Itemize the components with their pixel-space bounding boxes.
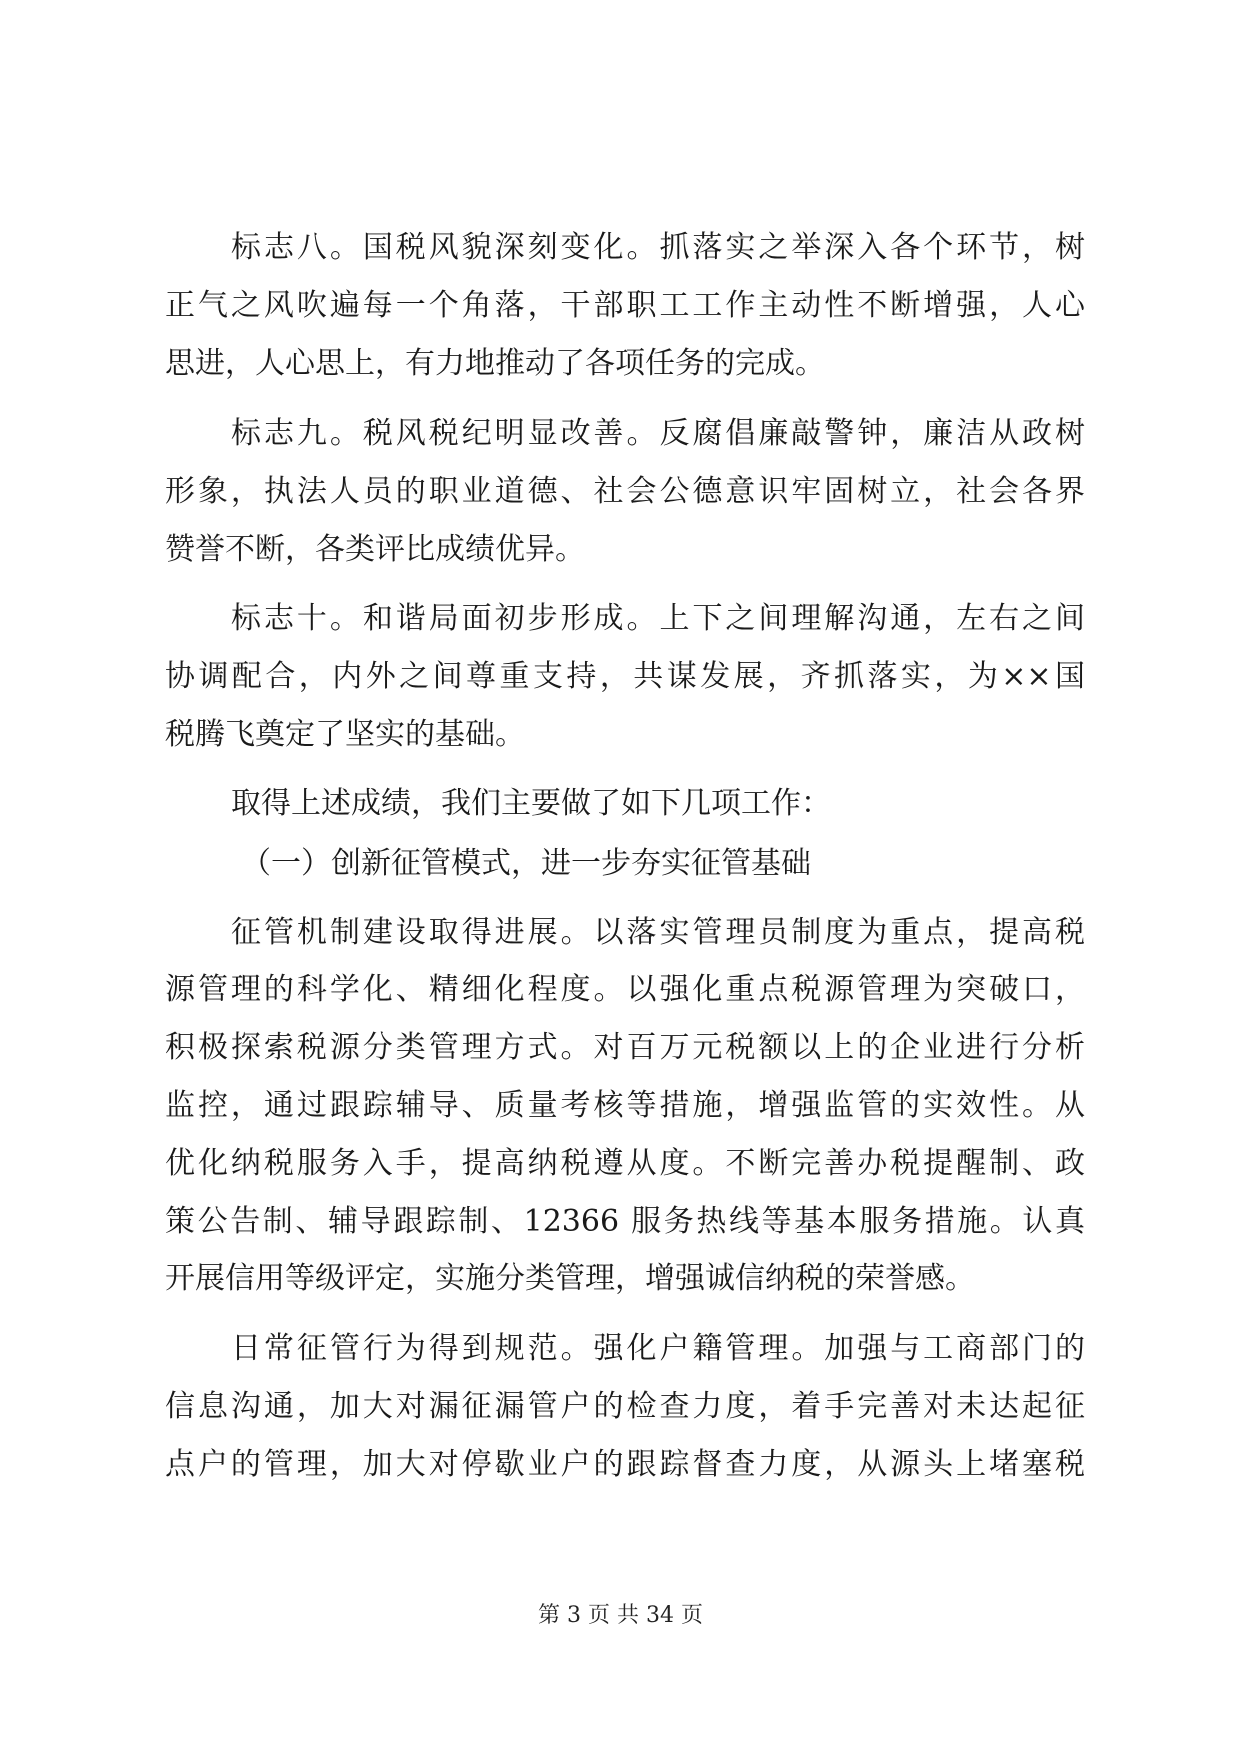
paragraph-line: 策公告制、辅导跟踪制、12366 服务热线等基本服务措施。认真 (165, 1204, 1085, 1239)
paragraph-line: 标志九。税风税纪明显改善。反腐倡廉敲警钟，廉洁从政树 (231, 416, 1085, 451)
paragraph-line: 监控，通过跟踪辅导、质量考核等措施，增强监管的实效性。从 (165, 1088, 1085, 1123)
paragraph-line: 思进，人心思上，有力地推动了各项任务的完成。 (165, 346, 825, 381)
paragraph-line: 正气之风吹遍每一个角落，干部职工工作主动性不断增强，人心 (165, 288, 1085, 323)
paragraph-line: 点户的管理，加大对停歇业户的跟踪督查力度，从源头上堵塞税 (165, 1447, 1085, 1482)
paragraph-line: 开展信用等级评定，实施分类管理，增强诚信纳税的荣誉感。 (165, 1261, 975, 1296)
paragraph-line: 优化纳税服务入手，提高纳税遵从度。不断完善办税提醒制、政 (165, 1146, 1085, 1181)
section-heading: （一）创新征管模式，进一步夯实征管基础 (241, 846, 811, 881)
paragraph-line: 标志十。和谐局面初步形成。上下之间理解沟通，左右之间 (231, 601, 1085, 636)
paragraph-line: 信息沟通，加大对漏征漏管户的检查力度，着手完善对未达起征 (165, 1389, 1085, 1424)
page-number-footer: 第 3 页 共 34 页 (538, 1603, 703, 1628)
paragraph-line: 取得上述成绩，我们主要做了如下几项工作： (231, 786, 831, 821)
paragraph-line: 形象，执法人员的职业道德、社会公德意识牢固树立，社会各界 (165, 474, 1085, 509)
paragraph-line: 标志八。国税风貌深刻变化。抓落实之举深入各个环节，树 (231, 230, 1085, 265)
paragraph-line: 征管机制建设取得进展。以落实管理员制度为重点，提高税 (231, 915, 1085, 950)
paragraph-line: 协调配合，内外之间尊重支持，共谋发展，齐抓落实，为××国 (165, 659, 1085, 694)
paragraph-line: 赞誉不断，各类评比成绩优异。 (165, 532, 585, 567)
paragraph-line: 源管理的科学化、精细化程度。以强化重点税源管理为突破口， (165, 972, 1085, 1007)
paragraph-line: 积极探索税源分类管理方式。对百万元税额以上的企业进行分析 (165, 1030, 1085, 1065)
paragraph-line: 日常征管行为得到规范。强化户籍管理。加强与工商部门的 (231, 1331, 1085, 1366)
paragraph-line: 税腾飞奠定了坚实的基础。 (165, 717, 525, 752)
